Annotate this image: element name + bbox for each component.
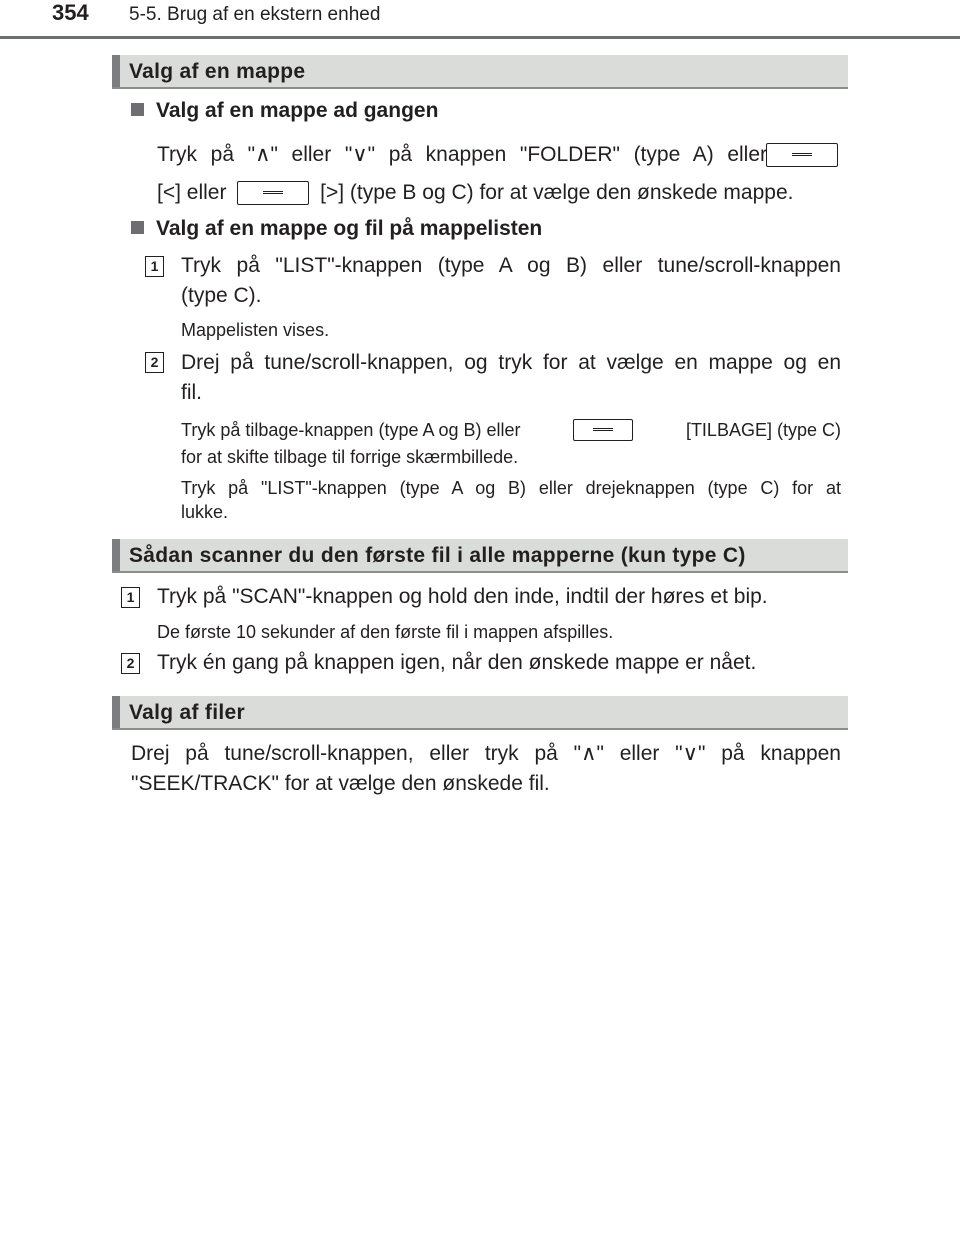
- section-heading-valg-af-en-mappe: [112, 55, 848, 89]
- chapter-title: 5-5. Brug af en ekstern enhed: [129, 4, 381, 25]
- section-title: Valg af en mappe: [129, 60, 306, 83]
- section-heading-scan: [112, 539, 848, 573]
- step-note: for at skifte tilbage til forrige skærmbillede.: [181, 447, 519, 467]
- step-text: Drej på tune/scroll-knappen, og tryk for at vælge en mappe og en: [181, 351, 841, 374]
- step-note: Tryk på tilbage-knappen (type A og B) eller [TILBAGE] (type C): [181, 419, 841, 440]
- step-note: De første 10 sekunder af den første fil i mappen afspilles.: [157, 622, 614, 642]
- page-number: 354: [52, 0, 89, 25]
- button-icon: [766, 143, 838, 167]
- button-icon: [573, 419, 633, 441]
- square-bullet-icon: [131, 103, 144, 116]
- step-number: 2: [145, 352, 164, 373]
- step-number: 2: [121, 653, 140, 674]
- step-number: 1: [145, 256, 164, 277]
- square-bullet-icon: [131, 221, 144, 234]
- step-text: Tryk én gang på knappen igen, når den ønskede mappe er nået.: [157, 651, 757, 674]
- step-text: Tryk på "SCAN"-knappen og hold den inde, indtil der høres et bip.: [157, 585, 768, 608]
- section-title: Sådan scanner du den første fil i alle mapperne (kun type C): [129, 544, 746, 567]
- step-note: lukke.: [181, 502, 229, 522]
- body-line: Tryk på "∧" eller "∨" på knappen "FOLDER" (type A) eller: [157, 143, 767, 166]
- step-text: (type C).: [181, 284, 262, 307]
- section-title: Valg af filer: [129, 701, 245, 724]
- step-note: Mappelisten vises.: [181, 320, 330, 340]
- subheading-mappe-og-fil: Valg af en mappe og fil på mappelisten: [131, 217, 542, 241]
- step-note: Tryk på "LIST"-knappen (type A og B) eller drejeknappen (type C) for at: [181, 478, 841, 498]
- step-text: Tryk på "LIST"-knappen (type A og B) eller tune/scroll-knappen: [181, 254, 841, 277]
- body-line: Drej på tune/scroll-knappen, eller tryk på "∧" eller "∨" på knappen: [131, 742, 841, 765]
- body-line: "SEEK/TRACK" for at vælge den ønskede fil.: [131, 772, 550, 795]
- button-icon: [237, 181, 309, 205]
- section-heading-valg-af-filer: [112, 696, 848, 730]
- subheading-mappe-ad-gangen: Valg af en mappe ad gangen: [131, 99, 438, 123]
- body-line: [<] eller [>] (type B og C) for at vælge den ønskede mappe.: [157, 181, 794, 204]
- step-number: 1: [121, 587, 140, 608]
- header-rule: [0, 36, 960, 39]
- step-text: fil.: [181, 381, 202, 404]
